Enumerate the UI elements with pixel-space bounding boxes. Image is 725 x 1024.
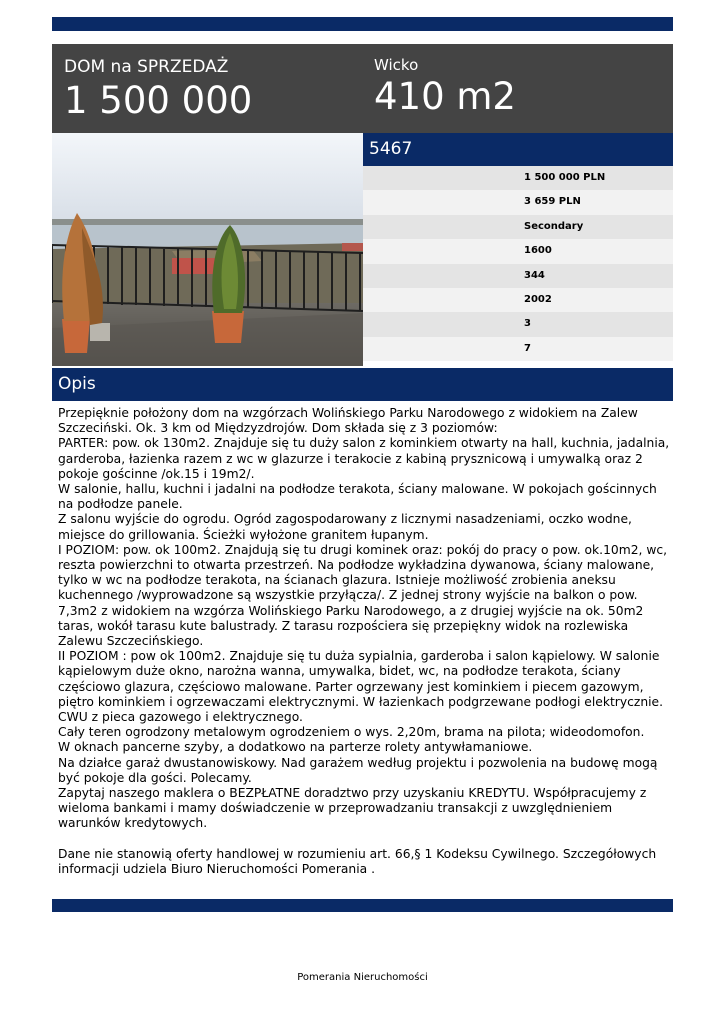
listing-id-bar (363, 133, 673, 166)
detail-row (363, 337, 673, 361)
bottom-accent-bar (52, 899, 673, 912)
detail-value: 3 659 PLN (524, 196, 581, 208)
detail-value: 1 500 000 PLN (524, 172, 606, 183)
detail-row (363, 312, 673, 336)
description-title: Opis (58, 374, 96, 394)
detail-row (363, 288, 673, 312)
description-text: Przepięknie położony dom na wzgórzach Wolińskiego Parku Narodowego z widokiem na Zalew Szczeciński. Ok. 3 km od Międzyzdrojów. Dom składa się z 3 poziomów: PARTER: pow. ok 130m2. Znajduje się tu duży salon z kominkiem otwarty na hall, kuchnia, jadalnia, garderoba, łazienka razem z wc w glazurze i terakocie z kabiną prysznicową i umywalką oraz 2 pokoje gościnne /ok.15 i 19m2/. W salonie, hallu, kuchni i jadalni na podłodze terakota, ściany malowane. W pokojach gościnnych na podłodze panele. Z salonu wyjście do ogrodu. Ogród zagospodarowany z licznymi nasadzeniami, oczko wodne, miejsce do grillowania. Ścieżki wyłożone granitem łupanym. I POZIOM: pow. ok 100m2. Znajdują się tu drugi kominek oraz: pokój do pracy o pow. ok.10m2, wc, reszta powierzchni to otwarta przestrzeń. Na podłodze wykładzina dywanowa, ściany malowane, tylko w wc na podłodze terakota, na ścianach glazura. Istnieje możliwość zrobienia aneksu kuchennego /wyprowadzone są wszystkie przyłącza/. Z jednej strony wyjście na balkon o pow. 7,3m2 z widokiem na wzgórza Wolińskiego Parku Narodowego, a z drugiej wyjście na ok. 50m2 taras, wokół tarasu kute balustrady. Z tarasu rozpościera się przepiękny widok na rozlewiska Zalewu Szczecińskiego. II POZIOM : pow ok 100m2. Znajduje się tu duża sypialnia, garderoba i salon kąpielowy. W salonie kąpielowym duże okno, narożna wanna, umywalka, bidet, wc, na podłodze terakota, ściany częściowo glazura, częściowo malowane. Parter ogrzewany jest kominkiem i piecem gazowym, piętro kominkiem i ogrzewaczami elektrycznymi. W łazienkach podgrzewane podłogi elektrycznie. CWU z pieca gazowego i elektrycznego. Cały teren ogrodzony metalowym ogrodzeniem o wys. 2,20m, brama na pilota; wideodomofon. W oknach pancerne szyby, a dodatkowo na parterze rolety antywłamaniowe. Na działce garaż dwustanowiskowy. Nad garażem według projektu i pozwolenia na budowę mogą być pokoje dla gości. Polecamy. Zapytaj naszego maklera o BEZPŁATNE doradztwo przy uzyskaniu KREDYTU. Współpracujemy z wieloma bankami i mamy doświadczenie w przeprowadzaniu transakcji z uwzględnieniem warunków kredytowych. Dane nie stanowią oferty handlowej w rozumieniu art. 66,§ 1 Kodeksu Cywilnego. Szczegółowych informacji udziela Biuro Nieruchomości Pomerania . (58, 406, 670, 877)
details-table (363, 166, 673, 361)
property-type: DOM na SPRZEDAŻ (64, 57, 229, 77)
description-header (52, 368, 673, 401)
detail-value: 2002 (524, 293, 552, 305)
detail-value: 7 (524, 342, 531, 354)
detail-row (363, 166, 673, 190)
property-city: Wicko (374, 56, 419, 74)
detail-value: 344 (524, 269, 545, 281)
detail-value: 1600 (524, 245, 552, 257)
top-accent-bar (52, 17, 673, 31)
detail-row (363, 215, 673, 239)
footer-text: Pomerania Nieruchomości (297, 972, 428, 983)
detail-row (363, 239, 673, 263)
listing-id: 5467 (369, 139, 413, 159)
detail-row (363, 190, 673, 214)
header-left (64, 56, 252, 122)
listing-header (52, 44, 673, 133)
detail-value: Secondary (524, 220, 584, 232)
header-right (374, 56, 516, 118)
property-price: 1 500 000 (64, 79, 253, 122)
property-photo (52, 133, 363, 366)
detail-value: 3 (524, 318, 531, 330)
property-area: 410 m2 (374, 75, 516, 118)
detail-row (363, 264, 673, 288)
